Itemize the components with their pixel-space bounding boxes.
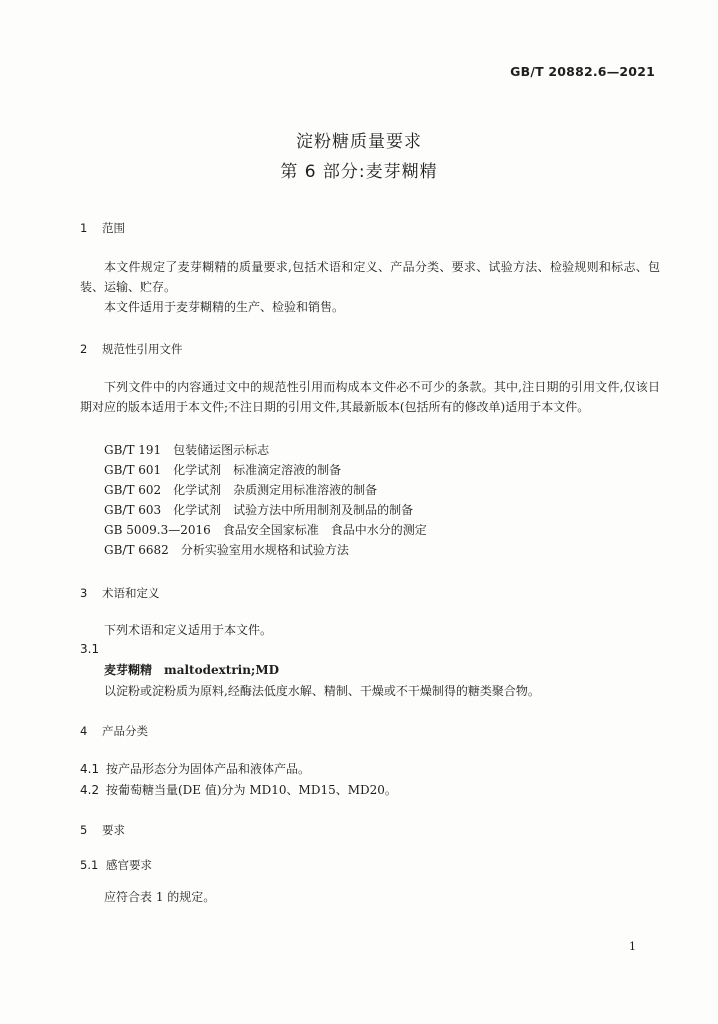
term-english: maltodextrin;MD: [164, 663, 280, 677]
page-number: 1: [629, 940, 636, 953]
section-5-paragraph-1: 应符合表 1 的规定。: [104, 890, 216, 904]
reference-item: [104, 521, 427, 538]
clause-item: [80, 760, 310, 777]
reference-title: 化学试剂 杂质测定用标准溶液的制备: [173, 483, 378, 497]
clause-number: 3.1: [80, 642, 100, 656]
standard-code: GB/T 20882.6—2021: [510, 64, 655, 79]
reference-title: 食品安全国家标准 食品中水分的测定: [222, 523, 427, 537]
section-title: 范围: [102, 221, 125, 235]
section-3-heading: [80, 585, 160, 601]
section-1-heading: [80, 220, 125, 236]
section-title: 术语和定义: [102, 586, 160, 600]
reference-item: [104, 501, 413, 518]
section-5-heading: [80, 822, 125, 838]
section-1-paragraph-1: 本文件规定了麦芽糊精的质量要求,包括术语和定义、产品分类、要求、试验方法、检验规则和标志、包装、运输、贮存。: [80, 260, 660, 294]
section-title: 产品分类: [102, 724, 148, 738]
section-number: 2: [80, 342, 88, 356]
reference-code: GB/T 6682: [104, 543, 169, 557]
reference-title: 分析实验室用水规格和试验方法: [180, 543, 349, 557]
subsection-title: 感官要求: [106, 858, 152, 872]
section-number: 3: [80, 586, 88, 600]
clause-text: 按葡萄糖当量(DE 值)分为 MD10、MD15、MD20。: [106, 783, 397, 797]
section-title: 要求: [102, 823, 125, 837]
reference-title: 化学试剂 试验方法中所用制剂及制品的制备: [173, 503, 414, 517]
section-1-paragraph-2: 本文件适用于麦芽糊精的生产、检验和销售。: [104, 300, 345, 314]
clause-text: 按产品形态分为固体产品和液体产品。: [106, 762, 311, 776]
section-3-paragraph-1: 下列术语和定义适用于本文件。: [104, 623, 273, 637]
reference-title: 包装储运图示标志: [173, 443, 270, 457]
reference-code: GB/T 603: [104, 503, 162, 517]
clause-number: 4.1: [80, 762, 100, 776]
reference-item: [104, 441, 269, 458]
section-2-heading: [80, 341, 183, 357]
reference-item: [104, 541, 349, 558]
reference-item: [104, 461, 341, 478]
section-number: 4: [80, 724, 88, 738]
reference-code: GB 5009.3—2016: [104, 523, 211, 537]
clause-item: [80, 781, 397, 798]
term-entry: [104, 661, 279, 678]
section-2-paragraph-1: 下列文件中的内容通过文中的规范性引用而构成本文件必不可少的条款。其中,注日期的引用文件,仅该日期对应的版本适用于本文件;不注日期的引用文件,其最新版本(包括所有的修改单)适用于本文件。: [80, 380, 660, 414]
section-title: 规范性引用文件: [102, 342, 183, 356]
reference-code: GB/T 601: [104, 463, 162, 477]
document-subtitle: 第 6 部分:麦芽糊精: [280, 162, 438, 182]
reference-code: GB/T 191: [104, 443, 162, 457]
reference-item: [104, 481, 377, 498]
section-number: 5: [80, 823, 88, 837]
subsection-number: 5.1: [80, 858, 99, 872]
subsection-5-1-heading: [80, 857, 152, 873]
clause-number: 4.2: [80, 783, 100, 797]
section-4-heading: [80, 723, 148, 739]
reference-title: 化学试剂 标准滴定溶液的制备: [173, 463, 342, 477]
document-title: 淀粉糖质量要求: [296, 132, 422, 152]
term-chinese: 麦芽糊精: [104, 663, 153, 677]
section-number: 1: [80, 221, 88, 235]
reference-code: GB/T 602: [104, 483, 162, 497]
term-definition: 以淀粉或淀粉质为原料,经酶法低度水解、精制、干燥或不干燥制得的糖类聚合物。: [104, 684, 540, 698]
